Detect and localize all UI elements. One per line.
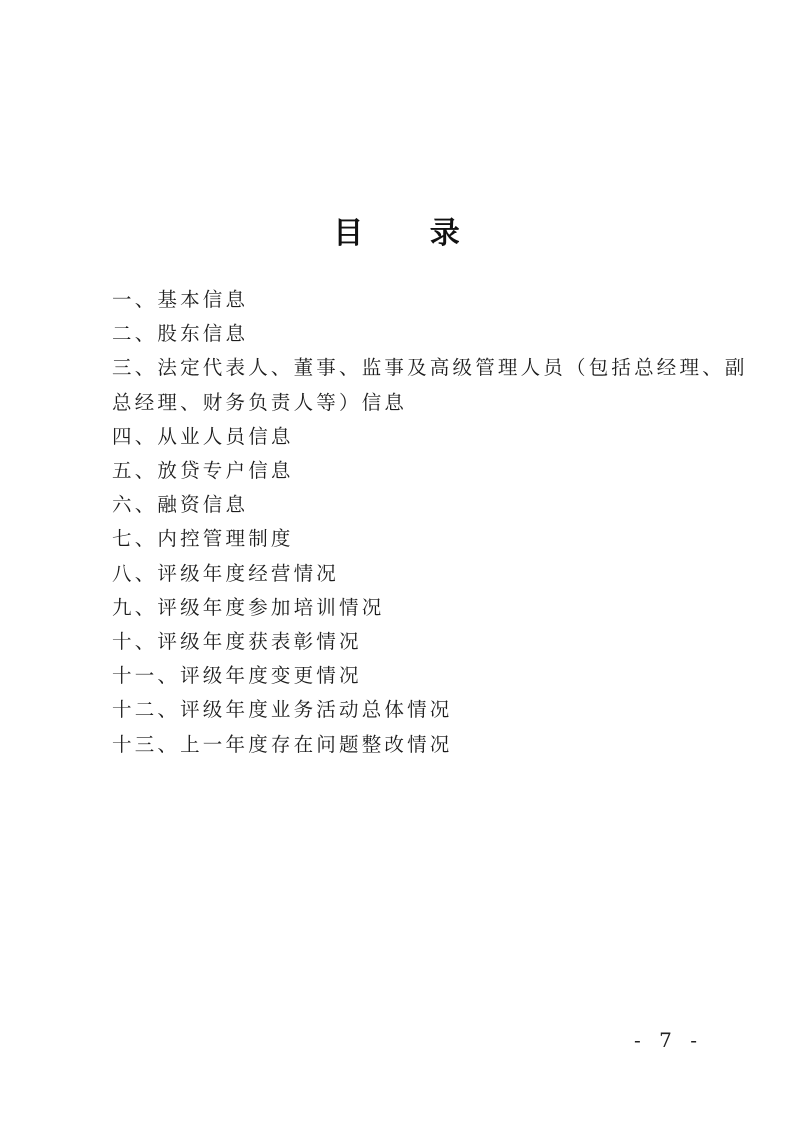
page-number: - 7 -: [634, 1028, 703, 1052]
toc-item-1: 一、基本信息: [112, 288, 249, 311]
table-of-contents: [112, 283, 748, 762]
toc-item-11: 十一、评级年度变更情况: [112, 664, 362, 688]
toc-item-4: 四、从业人员信息: [112, 424, 294, 448]
toc-item-5: 五、放贷专户信息: [112, 459, 294, 483]
toc-item-13: 十三、上一年度存在问题整改情况: [112, 732, 453, 756]
toc-item-9: 九、评级年度参加培训情况: [112, 595, 385, 619]
page-title: 目 录: [333, 216, 488, 251]
toc-item-10: 十、评级年度获表彰情况: [112, 630, 362, 654]
toc-item-6: 六、融资信息: [112, 493, 249, 517]
toc-item-8: 八、评级年度经营情况: [112, 561, 340, 585]
toc-item-3: 三、法定代表人、董事、监事及高级管理人员（包括总经理、副: [112, 356, 748, 380]
toc-item-7: 七、内控管理制度: [112, 527, 294, 551]
toc-item-2: 二、股东信息: [112, 322, 249, 346]
toc-item-3-continued: 总经理、财务负责人等）信息: [112, 390, 408, 414]
toc-item-12: 十二、评级年度业务活动总体情况: [112, 698, 453, 722]
